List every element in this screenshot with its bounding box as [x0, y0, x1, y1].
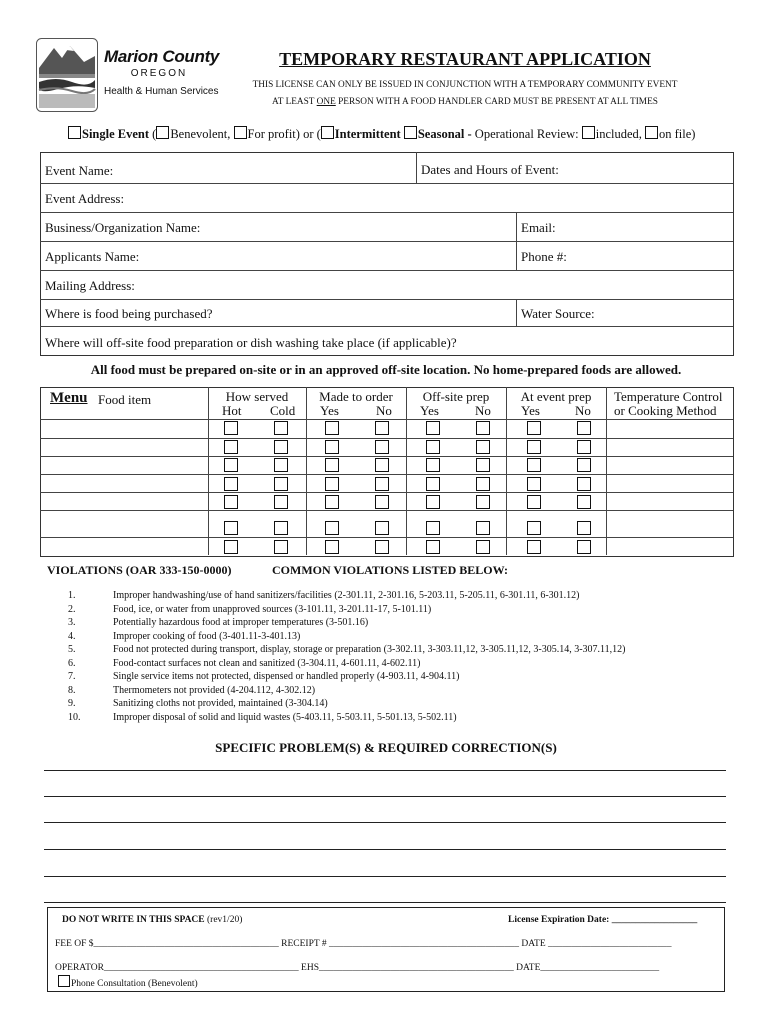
at-event-prep-header: At event prep	[520, 389, 592, 404]
on-file-label: on file)	[659, 127, 696, 141]
header-line-2-post: PERSON WITH A FOOD HANDLER CARD MUST BE PRESENT AT ALL TIMES	[335, 97, 658, 107]
phone-consultation-label: Phone Consultation (Benevolent)	[71, 979, 198, 989]
menu-row-1-cold-checkbox[interactable]	[274, 421, 288, 435]
menu-label: Menu	[50, 390, 88, 406]
menu-row-6-event-yes-checkbox[interactable]	[527, 521, 541, 535]
menu-row-3-event-no-checkbox[interactable]	[577, 458, 591, 472]
menu-row-5-made-yes-checkbox[interactable]	[325, 495, 339, 509]
violation-text: Improper cooking of food (3-401.11-3-401.13)	[113, 630, 301, 642]
problem-line-1[interactable]	[44, 770, 726, 771]
menu-row-1-made-no-checkbox[interactable]	[375, 421, 389, 435]
menu-row-5-hot-checkbox[interactable]	[224, 495, 238, 509]
offsite-prep-header: Off-site prep	[422, 389, 490, 404]
violation-number: 7.	[68, 671, 76, 682]
menu-row-7-cold-checkbox[interactable]	[274, 540, 288, 554]
violation-number: 8.	[68, 684, 76, 696]
single-event-checkbox[interactable]	[68, 126, 81, 139]
do-not-write-text: DO NOT WRITE IN THIS SPACE	[62, 915, 205, 925]
license-expiration-field[interactable]: License Expiration Date: __________________	[508, 915, 698, 925]
menu-row-3-made-no-checkbox[interactable]	[375, 458, 389, 472]
offsite-no-header: No	[475, 403, 491, 418]
menu-row-6-event-no-checkbox[interactable]	[577, 521, 591, 535]
for-profit-label: For profit) or (	[247, 127, 321, 141]
violation-number: 2.	[68, 603, 76, 615]
phone-field[interactable]: Phone #:	[521, 249, 567, 264]
event-address-field[interactable]: Event Address:	[45, 191, 125, 206]
applicant-name-field[interactable]: Applicants Name:	[45, 249, 140, 264]
menu-row-4-hot-checkbox[interactable]	[224, 477, 238, 491]
menu-row-6-hot-checkbox[interactable]	[224, 521, 238, 535]
violation-number: 3.	[68, 617, 76, 628]
menu-row-7-offsite-yes-checkbox[interactable]	[426, 540, 440, 554]
included-label: included,	[595, 127, 642, 141]
menu-row-5-offsite-yes-checkbox[interactable]	[426, 495, 440, 509]
marion-county-logo	[36, 38, 98, 112]
seasonal-checkbox[interactable]	[404, 126, 417, 139]
menu-row-3-offsite-no-checkbox[interactable]	[476, 458, 490, 472]
menu-row-3-hot-checkbox[interactable]	[224, 458, 238, 472]
menu-row-7-event-yes-checkbox[interactable]	[527, 540, 541, 554]
phone-consultation-row	[58, 975, 198, 989]
rev-text: (rev1/20)	[204, 915, 243, 925]
made-no-header: No	[376, 403, 392, 418]
menu-row-4-made-yes-checkbox[interactable]	[325, 477, 339, 491]
menu-row-7-made-no-checkbox[interactable]	[375, 540, 389, 554]
menu-row-5-made-no-checkbox[interactable]	[375, 495, 389, 509]
menu-row-5-offsite-no-checkbox[interactable]	[476, 495, 490, 509]
menu-row-3-event-yes-checkbox[interactable]	[527, 458, 541, 472]
single-event-label: Single Event	[82, 127, 150, 141]
menu-row-1-event-no-checkbox[interactable]	[577, 421, 591, 435]
menu-row-2-event-yes-checkbox[interactable]	[527, 440, 541, 454]
menu-row-1-offsite-yes-checkbox[interactable]	[426, 421, 440, 435]
header-line-2-one: ONE	[316, 97, 336, 107]
intermittent-label: Intermittent	[334, 127, 401, 141]
phone-consultation-checkbox[interactable]	[58, 975, 70, 987]
open-paren: (	[149, 127, 157, 141]
logo-state: OREGON	[130, 68, 188, 79]
problem-line-5[interactable]	[44, 876, 726, 877]
home-prepared-notice: All food must be prepared on-site or in an approved off-site location. No home-prepared foods are allowed.	[90, 362, 682, 377]
problem-line-2[interactable]	[44, 796, 726, 797]
included-checkbox[interactable]	[582, 126, 595, 139]
menu-row-4-event-yes-checkbox[interactable]	[527, 477, 541, 491]
on-file-checkbox[interactable]	[645, 126, 658, 139]
offsite-yes-header: Yes	[420, 403, 439, 418]
water-source-field[interactable]: Water Source:	[521, 306, 595, 321]
logo-dept: Health & Human Services	[104, 86, 219, 97]
mailing-address-field[interactable]: Mailing Address:	[45, 278, 135, 293]
problem-line-4[interactable]	[44, 849, 726, 850]
menu-row-3-offsite-yes-checkbox[interactable]	[426, 458, 440, 472]
violation-text: Potentially hazardous food at improper temperatures (3-501.16)	[113, 617, 369, 628]
menu-row-6-cold-checkbox[interactable]	[274, 521, 288, 535]
offsite-prep-field[interactable]: Where will off-site food preparation or dish washing take place (if applicable)?	[45, 335, 457, 350]
menu-row-6-made-no-checkbox[interactable]	[375, 521, 389, 535]
problems-heading: SPECIFIC PROBLEM(S) & REQUIRED CORRECTION(S)	[215, 740, 557, 755]
violation-number: 9.	[68, 698, 76, 709]
violation-number: 4.	[68, 630, 76, 642]
fee-receipt-date-row[interactable]: FEE OF $_______________________________________ RECEIPT # ________________________________________ DATE __________________________	[55, 939, 672, 949]
header-line-1: THIS LICENSE CAN ONLY BE ISSUED IN CONJUNCTION WITH A TEMPORARY COMMUNITY EVENT	[252, 80, 678, 90]
violation-text: Improper disposal of solid and liquid wastes (5-403.11, 5-503.11, 5-501.13, 5-502.11)	[113, 711, 457, 723]
menu-row-5-event-no-checkbox[interactable]	[577, 495, 591, 509]
temp-control-header-1: Temperature Control	[614, 389, 723, 404]
violation-number: 1.	[68, 590, 76, 601]
do-not-write-label	[62, 915, 242, 925]
temp-control-header-2: or Cooking Method	[614, 403, 717, 418]
problem-line-6[interactable]	[44, 902, 726, 903]
menu-row-6-offsite-no-checkbox[interactable]	[476, 521, 490, 535]
page-title: TEMPORARY RESTAURANT APPLICATION	[279, 49, 651, 69]
food-purchased-field[interactable]: Where is food being purchased?	[45, 306, 213, 321]
menu-row-1-offsite-no-checkbox[interactable]	[476, 421, 490, 435]
menu-row-7-made-yes-checkbox[interactable]	[325, 540, 339, 554]
common-violations-heading: COMMON VIOLATIONS LISTED BELOW:	[272, 563, 508, 577]
menu-row-2-made-no-checkbox[interactable]	[375, 440, 389, 454]
dates-hours-field[interactable]: Dates and Hours of Event:	[421, 162, 559, 177]
cold-header: Cold	[270, 403, 296, 418]
menu-row-4-offsite-yes-checkbox[interactable]	[426, 477, 440, 491]
menu-row-3-made-yes-checkbox[interactable]	[325, 458, 339, 472]
violation-text: Single service items not protected, dispensed or handled properly (4-903.11, 4-904.11)	[113, 671, 460, 682]
made-to-order-header: Made to order	[319, 389, 393, 404]
menu-row-5-event-yes-checkbox[interactable]	[527, 495, 541, 509]
violation-text: Thermometers not provided (4-204.112, 4-302.12)	[113, 684, 316, 696]
menu-row-4-cold-checkbox[interactable]	[274, 477, 288, 491]
menu-row-2-offsite-no-checkbox[interactable]	[476, 440, 490, 454]
event-type-row	[68, 126, 695, 142]
menu-row-4-offsite-no-checkbox[interactable]	[476, 477, 490, 491]
violations-heading: VIOLATIONS (OAR 333-150-0000)	[47, 563, 232, 577]
menu-row-6-made-yes-checkbox[interactable]	[325, 521, 339, 535]
menu-row-3-cold-checkbox[interactable]	[274, 458, 288, 472]
violation-text: Food not protected during transport, display, storage or preparation (3-302.11, 3-303.11,12, 3-305.11,12, 3-305.14, 3-307.11,12)	[113, 644, 626, 655]
violation-text: Sanitizing cloths not provided, maintained (3-304.14)	[113, 698, 328, 709]
logo-name: Marion County	[104, 47, 220, 66]
for-profit-checkbox[interactable]	[234, 126, 247, 139]
food-item-header: Food item	[98, 392, 152, 407]
violation-number: 5.	[68, 644, 76, 655]
menu-row-1-event-yes-checkbox[interactable]	[527, 421, 541, 435]
event-no-header: No	[575, 403, 591, 418]
problem-line-3[interactable]	[44, 822, 726, 823]
review-label: Operational Review:	[471, 127, 579, 141]
menu-row-4-made-no-checkbox[interactable]	[375, 477, 389, 491]
header-line-2-pre: AT LEAST	[272, 97, 317, 107]
menu-row-1-made-yes-checkbox[interactable]	[325, 421, 339, 435]
menu-row-4-event-no-checkbox[interactable]	[577, 477, 591, 491]
violation-text: Food-contact surfaces not clean and sanitized (3-304.11, 4-601.11, 4-602.11)	[113, 657, 421, 669]
seasonal-label: Seasonal -	[417, 127, 472, 141]
intermittent-checkbox[interactable]	[321, 126, 334, 139]
business-name-field[interactable]: Business/Organization Name:	[45, 220, 201, 235]
violation-text: Food, ice, or water from unapproved sources (3-101.11, 3-201.11-17, 5-101.11)	[113, 603, 432, 615]
event-name-field[interactable]: Event Name:	[45, 163, 114, 178]
benevolent-checkbox[interactable]	[156, 126, 169, 139]
violation-text: Improper handwashing/use of hand sanitizers/facilities (2-301.11, 2-301.16, 5-203.11, 5-205.11, 6-301.11, 6-301.12)	[113, 590, 580, 601]
email-field[interactable]: Email:	[521, 220, 556, 235]
event-yes-header: Yes	[521, 403, 540, 418]
benevolent-label: Benevolent,	[170, 127, 231, 141]
menu-row-2-made-yes-checkbox[interactable]	[325, 440, 339, 454]
menu-row-7-event-no-checkbox[interactable]	[577, 540, 591, 554]
menu-row-2-hot-checkbox[interactable]	[224, 440, 238, 454]
menu-row-2-offsite-yes-checkbox[interactable]	[426, 440, 440, 454]
menu-row-5-cold-checkbox[interactable]	[274, 495, 288, 509]
header-line-2	[205, 97, 725, 107]
violation-number: 10.	[68, 711, 81, 723]
menu-row-2-event-no-checkbox[interactable]	[577, 440, 591, 454]
operator-ehs-date-row[interactable]: OPERATOR_________________________________________ EHS_________________________________________ DATE_________________________	[55, 963, 660, 973]
how-served-header: How served	[225, 389, 289, 404]
menu-row-7-hot-checkbox[interactable]	[224, 540, 238, 554]
menu-row-2-cold-checkbox[interactable]	[274, 440, 288, 454]
menu-row-1-hot-checkbox[interactable]	[224, 421, 238, 435]
made-yes-header: Yes	[320, 403, 339, 418]
menu-row-6-offsite-yes-checkbox[interactable]	[426, 521, 440, 535]
hot-header: Hot	[222, 403, 242, 418]
violation-number: 6.	[68, 657, 76, 669]
menu-row-7-offsite-no-checkbox[interactable]	[476, 540, 490, 554]
